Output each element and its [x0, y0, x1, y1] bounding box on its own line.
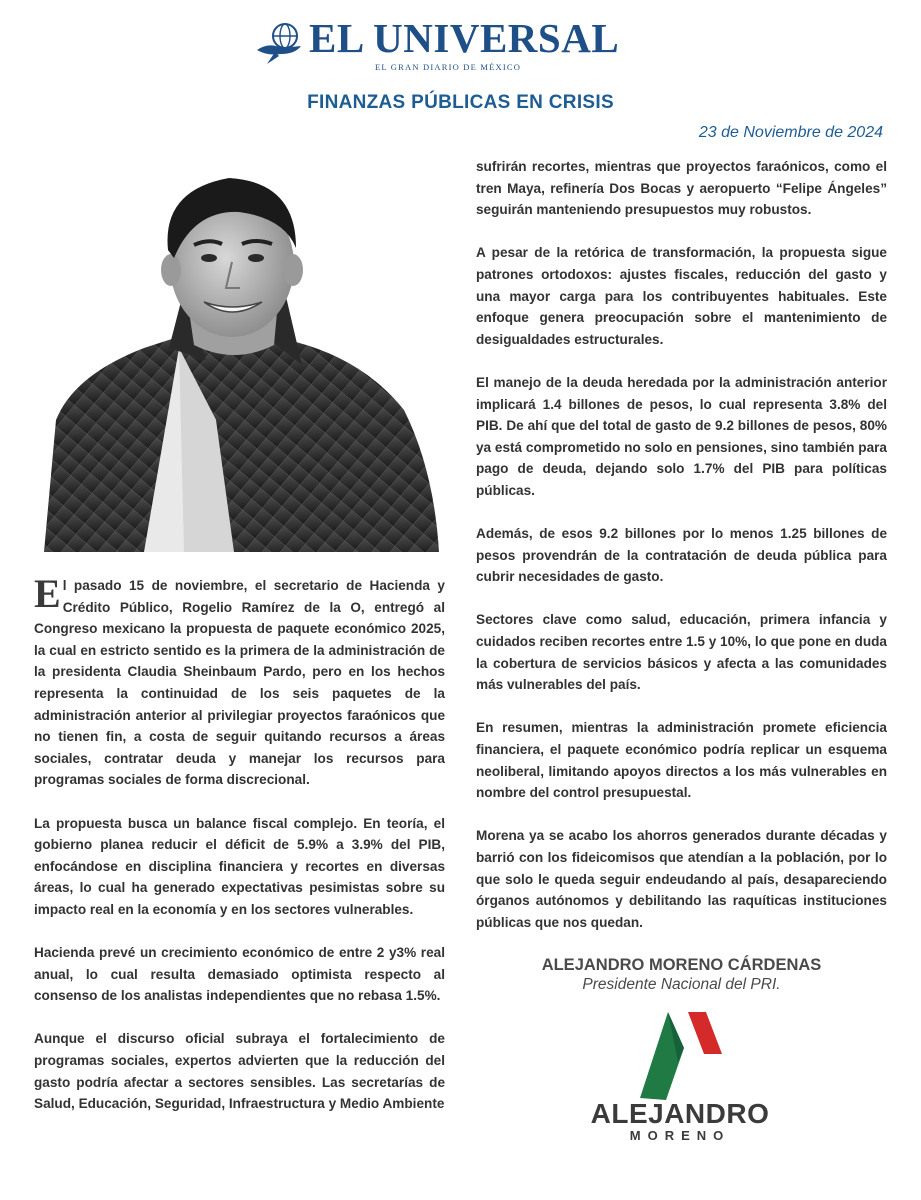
brand-name: EL UNIVERSAL: [309, 15, 620, 61]
author-name: ALEJANDRO MORENO CÁRDENAS: [541, 956, 822, 974]
article-paragraph-10: Morena ya se acabo los ahorros generados durante décadas y barrió con los fideicomisos que atendían a la población, por lo que solo le queda seguir endeudando al país, desapareciendo órganos autónomos y debilitando las raquíticas instituciones públicas que nos quedan.: [476, 828, 887, 930]
article-paragraph-9: En resumen, mientras la administración promete eficiencia financiera, el paquete económico podría replicar un esquema neoliberal, limitando apoyos directos a los más vulnerables en nombre del control presupuestal.: [476, 720, 887, 801]
article-paragraph-5: A pesar de la retórica de transformación, la propuesta sigue patrones ortodoxos: ajustes fiscales, reducción del gasto y una mayor carga para los contribuyentes habituales. Este enfoque genera preocupación sobre el mantenimiento de desigualdades estructurales.: [476, 245, 887, 347]
author-photo: [34, 170, 444, 552]
article-column-left: [34, 571, 445, 1136]
page-title: FINANZAS PÚBLICAS EN CRISIS: [307, 92, 614, 113]
article-paragraph-2: La propuesta busca un balance fiscal complejo. En teoría, el gobierno planea reducir el déficit de 5.9% a 3.9% del PIB, enfocándose en disciplina financiera y recortes en diversas áreas, lo cual ha generado expectativas pesimistas sobre su impacto real en la economía y en los sectores vulnerables.: [34, 815, 445, 917]
article-paragraph-8: Sectores clave como salud, educación, primera infancia y cuidados reciben recortes entre 1.5 y 10%, lo que pone en duda la cobertura de servicios básicos y afecta a las comunidades más vulnerables del país.: [476, 612, 887, 693]
brand-tagline: EL GRAN DIARIO DE MÉXICO: [375, 62, 522, 72]
logo-subtext: MORENO: [629, 1128, 731, 1143]
article-paragraph-3: Hacienda prevé un crecimiento económico de entre 2 y3% real anual, lo cual resulta demasiado optimista respecto al consenso de los analistas independientes que no rebasa 1.5%.: [34, 945, 445, 1004]
article-column-right: [476, 156, 887, 955]
article-paragraph-7: Además, de esos 9.2 billones por lo menos 1.25 billones de pesos provendrán de la contratación de deuda pública para cubrir necesidades de gasto.: [476, 526, 887, 585]
drop-cap: E: [34, 571, 61, 616]
article-paragraph-1-text: l pasado 15 de noviembre, el secretario de Hacienda y Crédito Público, Rogelio Ramírez de la O, entregó al Congreso mexicano la propuesta de paquete económico 2025, la cual en estricto sentido es la primera de la administración de la presidenta Claudia Sheinbaum Pardo, pero en los hechos representa la continuidad de los seis paquetes de la administración anterior al privilegiar proyectos faraónicos que no tienen fin, a costa de seguir quitando recursos a áreas sociales, contratar deuda y manejar los recursos para programas sociales de forma discrecional.: [34, 578, 445, 788]
article-paragraph-4-continued: sufrirán recortes, mientras que proyectos faraónicos, como el tren Maya, refinería Dos Bocas y aeropuerto “Felipe Ángeles” seguirán manteniendo presupuestos muy robustos.: [476, 159, 887, 218]
alejandro-moreno-logo-icon: [632, 1008, 728, 1100]
author-title: Presidente Nacional del PRI.: [582, 976, 781, 993]
publication-date: 23 de Noviembre de 2024: [698, 124, 883, 141]
newspaper-masthead: [247, 12, 674, 76]
article-paragraph-1: [34, 571, 445, 791]
article-paragraph-4: Aunque el discurso oficial subraya el fortalecimiento de programas sociales, expertos advierten que la reducción del gasto podría afectar a sectores sensibles. Las secretarías de Salud, Educación, Seguridad, Infraestructura y Medio Ambiente: [34, 1031, 445, 1112]
article-paragraph-6: El manejo de la deuda heredada por la administración anterior implicará 1.4 billones de pesos, lo cual representa 3.8% del PIB. De ahí que del total de gasto de 9.2 billones de pesos, 80% ya está comprometido no solo en pensiones, sino también para pago de deuda, dejando solo 1.7% del PIB para políticas públicas.: [476, 374, 887, 498]
eagle-globe-icon: [255, 18, 307, 66]
logo-wordmark: ALEJANDRO: [590, 1098, 770, 1129]
